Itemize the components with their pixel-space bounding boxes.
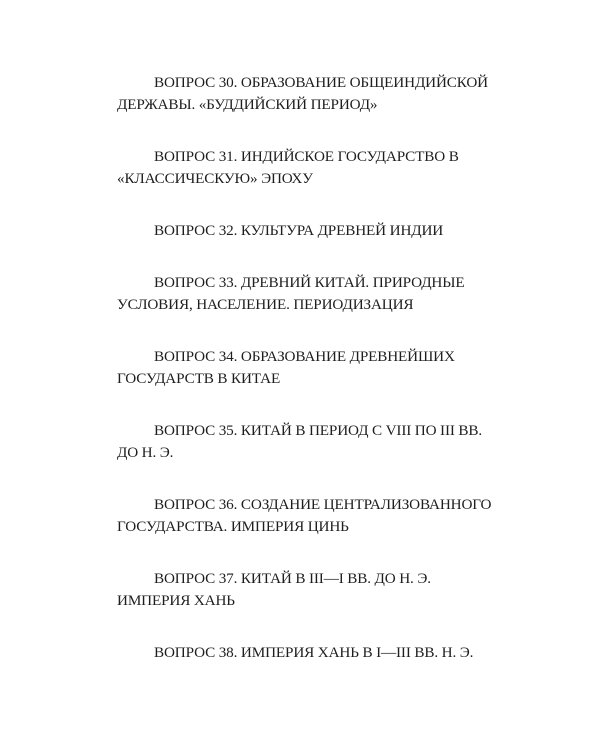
toc-entry-question-31 [117, 146, 507, 190]
toc-entry-line-1: ВОПРОС 32. КУЛЬТУРА ДРЕВНЕЙ ИНДИИ [154, 222, 444, 239]
toc-entry-line-1: ВОПРОС 34. ОБРАЗОВАНИЕ ДРЕВНЕЙШИХ [154, 348, 455, 365]
toc-entry-line-2: ИМПЕРИЯ ХАНЬ [117, 592, 235, 609]
toc-entry-question-34 [117, 346, 507, 390]
toc-entry-line-1: ВОПРОС 37. КИТАЙ В III—I ВВ. ДО Н. Э. [154, 570, 431, 587]
toc-entry-line-2: ГОСУДАРСТВ В КИТАЕ [117, 370, 281, 387]
contents-list [117, 72, 507, 694]
toc-entry-question-36 [117, 494, 507, 538]
toc-entry-line-2: «КЛАССИЧЕСКУЮ» ЭПОХУ [117, 170, 313, 187]
toc-entry-line-2: ДО Н. Э. [117, 444, 174, 461]
toc-entry-question-38 [117, 642, 507, 664]
toc-entry-question-37 [117, 568, 507, 612]
toc-entry-line-1: ВОПРОС 35. КИТАЙ В ПЕРИОД С VIII ПО III ВВ. [154, 422, 483, 439]
toc-entry-question-30 [117, 72, 507, 116]
toc-entry-line-1: ВОПРОС 30. ОБРАЗОВАНИЕ ОБЩЕИНДИЙСКОЙ [154, 74, 489, 91]
toc-entry-line-2: ДЕРЖАВЫ. «БУДДИЙСКИЙ ПЕРИОД» [117, 96, 378, 113]
toc-entry-question-33 [117, 272, 507, 316]
toc-entry-line-1: ВОПРОС 31. ИНДИЙСКОЕ ГОСУДАРСТВО В [154, 148, 459, 165]
toc-entry-line-1: ВОПРОС 38. ИМПЕРИЯ ХАНЬ В I—III ВВ. Н. Э. [154, 644, 474, 661]
toc-entry-question-35 [117, 420, 507, 464]
toc-entry-question-32 [117, 220, 507, 242]
toc-entry-line-2: ГОСУДАРСТВА. ИМПЕРИЯ ЦИНЬ [117, 518, 349, 535]
toc-entry-line-1: ВОПРОС 33. ДРЕВНИЙ КИТАЙ. ПРИРОДНЫЕ [154, 274, 465, 291]
toc-entry-line-1: ВОПРОС 36. СОЗДАНИЕ ЦЕНТРАЛИЗОВАННОГО [154, 496, 492, 513]
toc-entry-line-2: УСЛОВИЯ, НАСЕЛЕНИЕ. ПЕРИОДИЗАЦИЯ [117, 296, 414, 313]
